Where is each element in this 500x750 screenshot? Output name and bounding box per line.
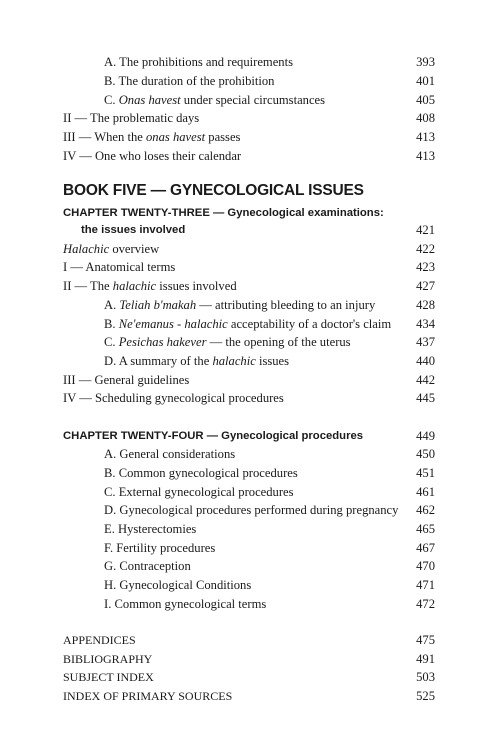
page-number: 434 <box>416 317 435 331</box>
page-number: 428 <box>416 298 435 312</box>
entry-label: II — The problematic days <box>63 111 200 125</box>
chapter-heading <box>0 204 500 222</box>
page-number: 401 <box>416 74 435 88</box>
page-number: 408 <box>416 111 435 125</box>
toc-entry <box>0 595 500 613</box>
page-number: 467 <box>416 541 435 555</box>
toc-entry <box>0 464 500 482</box>
page-number: 422 <box>416 242 435 256</box>
toc-entry <box>0 240 500 258</box>
toc-entry <box>0 520 500 538</box>
entry-label: II — The halachic issues involved <box>63 279 237 293</box>
entry-label: A. General considerations <box>104 447 236 461</box>
toc-entry <box>0 371 500 389</box>
toc-entry <box>0 72 500 90</box>
toc-entry <box>0 557 500 575</box>
toc-entry <box>0 576 500 594</box>
entry-label: III — General guidelines <box>63 373 190 387</box>
page-number: 421 <box>416 223 435 237</box>
page-number: 449 <box>416 429 435 443</box>
page-number: 440 <box>416 354 435 368</box>
page-number: 442 <box>416 373 435 387</box>
toc-entry <box>0 631 500 649</box>
entry-label: E. Hysterectomies <box>104 522 197 536</box>
toc-entry <box>0 277 500 295</box>
chapter-title: CHAPTER TWENTY-FOUR — Gynecological procedures <box>63 430 364 442</box>
toc-entry <box>0 147 500 165</box>
entry-label: BIBLIOGRAPHY <box>63 652 153 666</box>
toc-entry <box>0 445 500 463</box>
page-number: 525 <box>416 689 435 703</box>
toc-entry <box>0 109 500 127</box>
toc-entry <box>0 539 500 557</box>
page-number: 450 <box>416 447 435 461</box>
toc-entry <box>0 501 500 519</box>
entry-label: IV — One who loses their calendar <box>63 149 242 163</box>
toc-entry <box>0 483 500 501</box>
page-number: 437 <box>416 335 435 349</box>
entry-label: A. Teliah b'makah — attributing bleeding to an injury <box>104 298 376 312</box>
entry-label: III — When the onas havest passes <box>63 130 241 144</box>
entry-label: SUBJECT INDEX <box>63 670 154 684</box>
toc-entry <box>0 258 500 276</box>
chapter-title: CHAPTER TWENTY-THREE — Gynecological examinations: <box>63 207 384 219</box>
entry-label: H. Gynecological Conditions <box>104 578 252 592</box>
entry-label: I — Anatomical terms <box>63 260 176 274</box>
page-number: 413 <box>416 149 435 163</box>
entry-label: C. Pesichas hakever — the opening of the uterus <box>104 335 351 349</box>
toc-entry <box>0 315 500 333</box>
toc-entry <box>0 352 500 370</box>
book-heading <box>0 182 500 202</box>
entry-label: IV — Scheduling gynecological procedures <box>63 391 284 405</box>
entry-label: F. Fertility procedures <box>104 541 216 555</box>
entry-label: APPENDICES <box>63 633 136 647</box>
entry-label: B. Common gynecological procedures <box>104 466 298 480</box>
toc-entry <box>0 687 500 705</box>
entry-label: B. Ne'emanus - halachic acceptability of a doctor's claim <box>104 317 392 331</box>
entry-label: C. Onas havest under special circumstances <box>104 93 326 107</box>
entry-label: A. The prohibitions and requirements <box>104 55 293 69</box>
page-number: 503 <box>416 670 435 684</box>
page-number: 423 <box>416 260 435 274</box>
toc-entry <box>0 91 500 109</box>
page-number: 405 <box>416 93 435 107</box>
page-number: 393 <box>416 55 435 69</box>
page-number: 461 <box>416 485 435 499</box>
entry-label: G. Contraception <box>104 559 191 573</box>
page-number: 445 <box>416 391 435 405</box>
entry-label: INDEX OF PRIMARY SOURCES <box>63 689 233 703</box>
toc-entry <box>0 296 500 314</box>
page-number: 471 <box>416 578 435 592</box>
entry-label: Halachic overview <box>63 242 160 256</box>
chapter-heading <box>0 427 500 445</box>
book-title: BOOK FIVE — GYNECOLOGICAL ISSUES <box>63 182 364 199</box>
page-number: 472 <box>416 597 435 611</box>
chapter-title-cont: the issues involved <box>81 224 186 236</box>
entry-label: B. The duration of the prohibition <box>104 74 275 88</box>
page-number: 427 <box>416 279 435 293</box>
toc-entry <box>0 389 500 407</box>
page-number: 451 <box>416 466 435 480</box>
chapter-heading-cont <box>0 221 500 239</box>
toc-entry <box>0 650 500 668</box>
page-number: 470 <box>416 559 435 573</box>
entry-label: I. Common gynecological terms <box>104 597 267 611</box>
entry-label: D. A summary of the halachic issues <box>104 354 290 368</box>
page-number: 475 <box>416 633 435 647</box>
page-number: 491 <box>416 652 435 666</box>
page-number: 462 <box>416 503 435 517</box>
toc-entry <box>0 333 500 351</box>
entry-label: C. External gynecological procedures <box>104 485 294 499</box>
entry-label: D. Gynecological procedures performed during pregnancy <box>104 503 399 517</box>
toc-entry <box>0 668 500 686</box>
toc-entry <box>0 53 500 71</box>
toc-entry <box>0 128 500 146</box>
page-number: 465 <box>416 522 435 536</box>
page-number: 413 <box>416 130 435 144</box>
